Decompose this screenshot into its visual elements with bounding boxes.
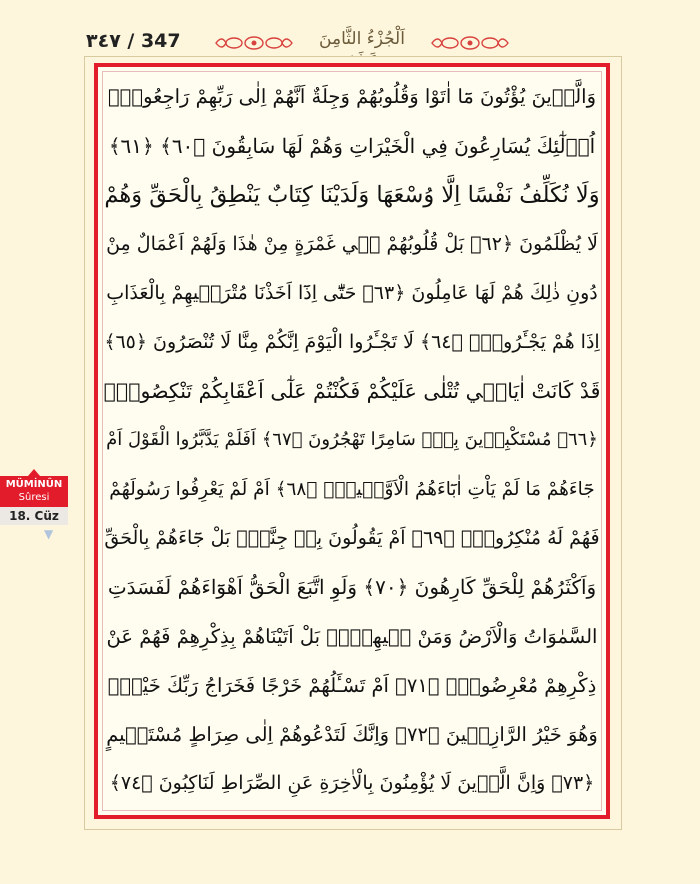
text-line: دُونِ ذٰلِكَ هُمْ لَهَا عَامِلُونَ ﴿٦٣﴾ حَتّٰٓى اِذَٓا اَخَذْنَا مُتْرَف۪يهِمْ بِالْعَذَابِ	[106, 281, 598, 304]
verse-text-area	[104, 72, 600, 808]
text-line: ذِكْرِهِمْ مُعْرِضُونَۜ ﴿٧١﴾ اَمْ تَسْـَٔلُهُمْ خَرْجًا فَخَرَاجُ رَبِّكَ خَيْرٌۗ	[107, 673, 597, 697]
surah-side-tab[interactable]	[0, 476, 68, 541]
surah-label: Sûresi	[18, 492, 50, 503]
text-line: وَلَا نُكَلِّفُ نَفْسًا اِلَّا وُسْعَهَا وَلَدَيْنَا كِتَابٌ يَنْطِقُ بِالْحَقِّ وَهُمْ	[104, 181, 600, 208]
left-ornament-icon	[212, 33, 296, 53]
text-line: اِذَا هُمْ يَجْـَٔرُونَۜ ﴿٦٤﴾ لَا تَجْـَٔرُوا الْيَوْمَ اِنَّكُمْ مِنَّا لَا تُنْصَرُونَ ﴿٦٥﴾	[104, 330, 600, 353]
text-line: لَا يُظْلَمُونَ ﴿٦٢﴾ بَلْ قُلُوبُهُمْ ف۪ي غَمْرَةٍ مِنْ هٰذَا وَلَهُمْ اَعْمَالٌ مِنْ	[106, 232, 598, 255]
text-line: فَهُمْ لَهُ مُنْكِرُونَۘ ﴿٦٩﴾ اَمْ يَقُولُونَ بِه۪ جِنَّةٌۜ بَلْ جَٓاءَهُمْ بِالْحَقِّ	[104, 527, 600, 550]
text-line: وَالَّذ۪ينَ يُؤْتُونَ مَٓا اٰتَوْا وَقُلُوبُهُمْ وَجِلَةٌ اَنَّهُمْ اِلٰى رَبِّهِمْ رَاجِعُونَۙ	[107, 85, 597, 109]
text-line: قَدْ كَانَتْ اٰيَات۪ي تُتْلٰى عَلَيْكُمْ فَكُنْتُمْ عَلٰٓى اَعْقَابِكُمْ تَنْكِصُونَۙ	[104, 378, 600, 403]
text-line: جَٓاءَهُمْ مَا لَمْ يَاْتِ اٰبَٓاءَهُمُ الْاَوَّل۪ينَۘ ﴿٦٨﴾ اَمْ لَمْ يَعْرِفُوا رَسُولَهُمْ	[109, 478, 595, 500]
chevron-down-icon: ▼	[44, 527, 54, 541]
text-line: وَاَكْثَرُهُمْ لِلْحَقِّ كَارِهُونَ ﴿٧٠﴾ وَلَوِ اتَّبَعَ الْحَقُّ اَهْوَٓاءَهُمْ لَفَسَدَتِ	[107, 575, 597, 600]
text-line: ﴿٦٦﴾ مُسْتَكْبِر۪ينَ بِه۪ۗ سَامِرًا تَهْجُرُونَ ﴿٦٧﴾ اَفَلَمْ يَدَّبَّرُوا الْقَوْلَ اَمْ	[106, 429, 598, 451]
text-line: اُو۬لٰٓئِكَ يُسَارِعُونَ فِي الْخَيْرَاتِ وَهُمْ لَهَا سَابِقُونَ ﴿٦٠﴾ ﴿٦١﴾	[108, 133, 596, 158]
right-ornament-icon	[428, 33, 512, 53]
page-header	[0, 0, 700, 60]
tab-point-icon	[28, 469, 40, 476]
juz-title: اَلْجُزْءُ الثَّامِنَ	[319, 29, 405, 49]
surah-tab-header	[0, 476, 68, 507]
text-line: السَّمٰوَاتُ وَالْاَرْضُ وَمَنْ ف۪يهِنَّۜ بَلْ اَتَيْنَاهُمْ بِذِكْرِهِمْ فَهُمْ عَنْ	[106, 624, 598, 648]
surah-name: MÜMİNÛN	[5, 479, 63, 490]
page-number: ٣٤٧ / 347	[86, 30, 181, 52]
cuz-label: 18. Cüz	[0, 507, 68, 525]
text-line: وَهُوَ خَيْرُ الرَّازِق۪ينَ ﴿٧٢﴾ وَاِنَّكَ لَتَدْعُوهُمْ اِلٰى صِرَاطٍ مُسْتَق۪يمٍ	[106, 722, 598, 746]
text-line: ﴿٧٣﴾ وَاِنَّ الَّذ۪ينَ لَا يُؤْمِنُونَ بِالْاٰخِرَةِ عَنِ الصِّرَاطِ لَنَاكِبُونَ ﴿٧٤﴾	[109, 772, 595, 795]
